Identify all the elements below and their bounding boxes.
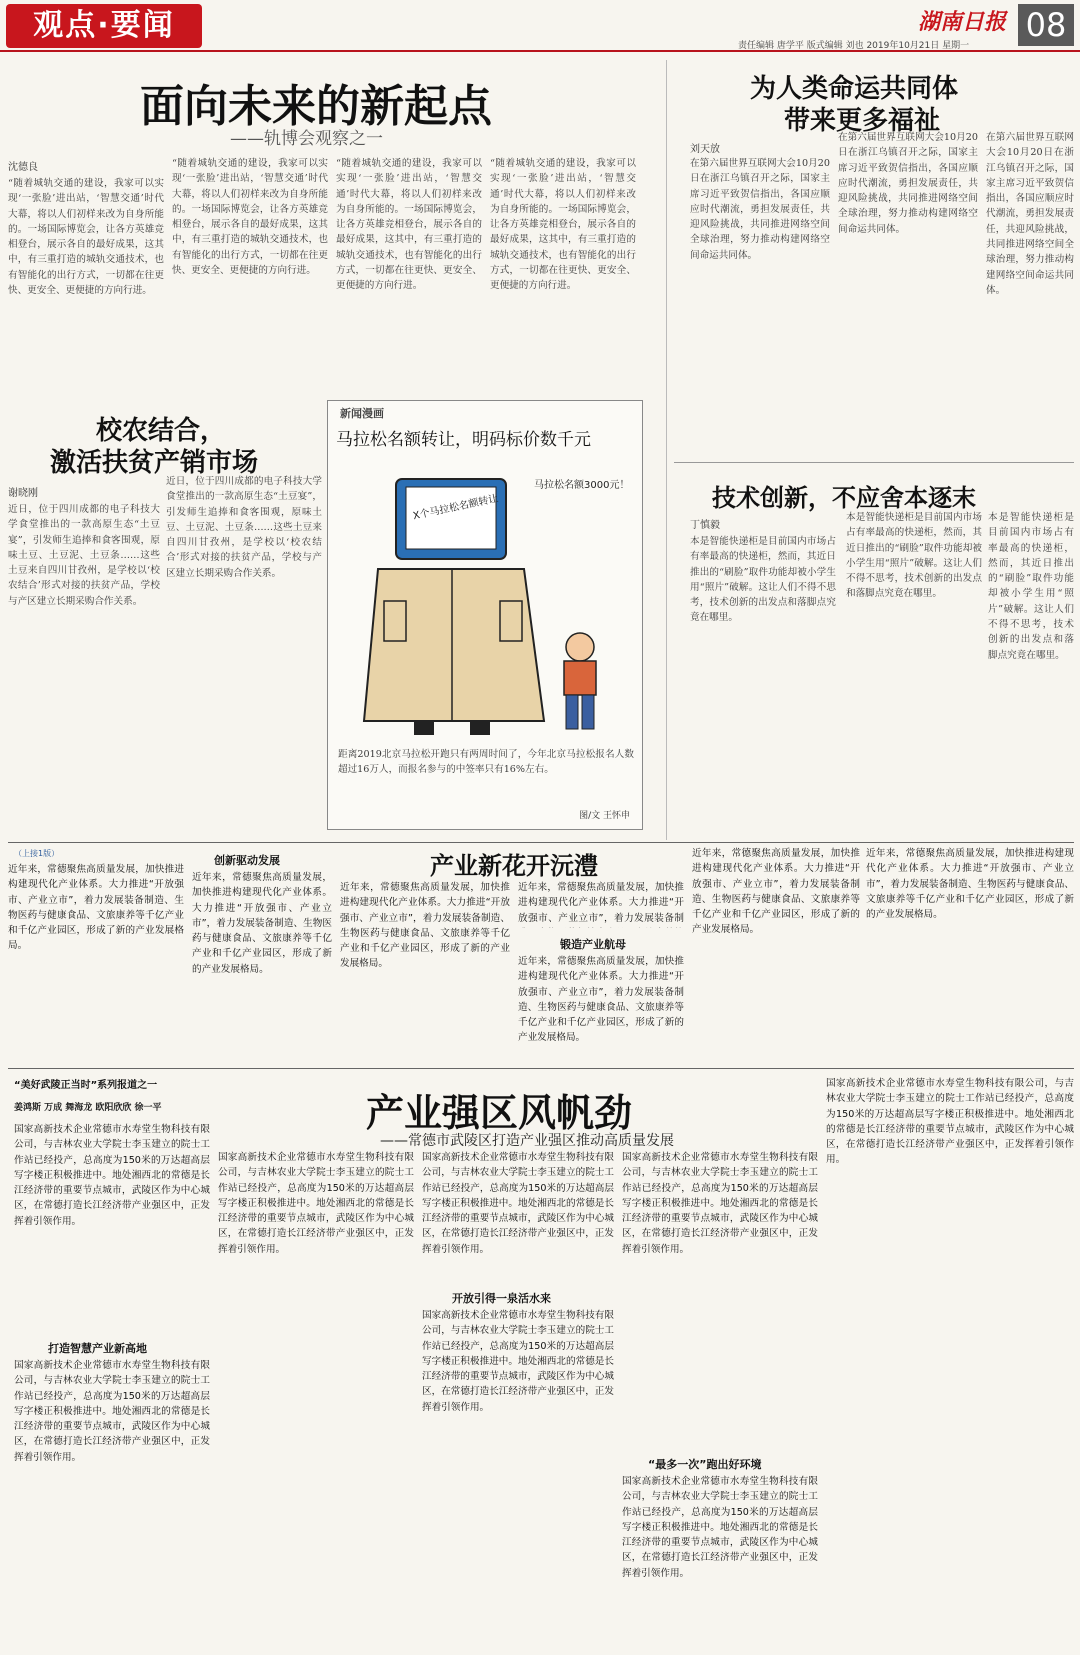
section-badge bbox=[6, 4, 202, 48]
tech-byline: 丁慎毅 bbox=[690, 520, 720, 531]
school-farm-headline-line2: 激活扶贫产销市场 bbox=[50, 448, 259, 478]
industry-column-6: 近年来，常德聚焦高质量发展，加快推进构建现代化产业体系。大力推进“开放强市、产业立市”，着力发展装备制造、生物医药与健康食品、文旅康养等千亿产业和千亿产业园区，形成了新的产业发展格局。 bbox=[692, 848, 860, 936]
community-headline-line1: 为人类命运共同体 bbox=[750, 74, 959, 104]
tech-column-1: 本是智能快递柜是目前国内市场占有率最高的快递柜，然而，其近日推出的“刷脸”取件功能却被小学生用“照片”破解。这让人们不得不思考，技术创新的出发点和落脚点究竟在哪里。 bbox=[690, 536, 836, 624]
wuling-column-1: 国家高新技术企业常德市水寿堂生物科技有限公司，与吉林农业大学院士李玉建立的院士工作站已经投产，总高度为150米的万达超高层写字楼正积极推进中。地处湘西北的常德是长江经济带的重要节点城市，武陵区作为中心城区，在常德打造长江经济带产业强区中，正发挥着引领作用。 bbox=[14, 1124, 210, 1227]
cartoon-caption: 距离2019北京马拉松开跑只有两周时间了，今年北京马拉松报名人数超过16万人，而报名参与的中签率只有16%左右。 bbox=[338, 749, 634, 776]
paper-logo: 湖南日报 bbox=[918, 9, 1007, 35]
wuling-subhead-3: “最多一次”跑出好环境 bbox=[648, 1458, 762, 1471]
section-divider bbox=[8, 842, 1074, 843]
wuling-column-2: 国家高新技术企业常德市水寿堂生物科技有限公司，与吉林农业大学院士李玉建立的院士工作站已经投产，总高度为150米的万达超高层写字楼正积极推进中。地处湘西北的常德是长江经济带的重要节点城市，武陵区作为中心城区，在常德打造长江经济带产业强区中，正发挥着引领作用。 bbox=[218, 1152, 414, 1255]
industry-subhead-1: 创新驱动发展 bbox=[214, 854, 280, 867]
school-farm-column-2: 近日，位于四川成都的电子科技大学食堂推出的一款高原生态“土豆宴”，引发师生追捧和食客围观，原味土豆、土豆泥、土豆条……这些土豆来自四川甘孜州，是学校以‘校农结合’形式对接的扶贫产品，学校与产区建立长期采购合作关系。 bbox=[166, 476, 322, 579]
industry-column-4: 近年来，常德聚焦高质量发展，加快推进构建现代化产业体系。大力推进“开放强市、产业立市”，着力发展装备制 bbox=[518, 882, 684, 924]
tech-column-2: 本是智能快递柜是目前国内市场占有率最高的快递柜，然而，其近日推出的“刷脸”取件功能却被小学生用“照片”破解。这让人们不得不思考，技术创新的出发点和落脚点究竟在哪里。 bbox=[846, 512, 982, 600]
wuling-column-4b: 国家高新技术企业常德市水寿堂生物科技有限公司，与吉林农业大学院士李玉建立的院士工作站已经投产，总高度为150米的万达超高层写字楼正积极推进中。地处湘西北的常德是长江经济带的重要节点城市，武陵区作为中心城区，在常德打造长江经济带产业强区中，正发挥着引领作用。 bbox=[622, 1476, 818, 1579]
school-farm-column-1: 近日，位于四川成都的电子科技大学食堂推出的一款高原生态“土豆宴”，引发师生追捧和食客围观，原味土豆、土豆泥、土豆条……这些土豆来自四川甘孜州，是学校以‘校农结合’形式对接的扶贫产品，学校与产区建立长期采购合作关系。 bbox=[8, 504, 160, 607]
community-column-1: 在第六届世界互联网大会10月20日在浙江乌镇召开之际，国家主席习近平致贺信指出，各国应顺应时代潮流，勇担发展责任，共迎风险挑战，共同推进网络空间全球治理，努力推动构建网络空间命运共同体。 bbox=[690, 158, 830, 261]
wuling-subtitle: ——常德市武陵区打造产业强区推动高质量发展 bbox=[380, 1133, 674, 1149]
tech-column-3: 本是智能快递柜是目前国内市场占有率最高的快递柜，然而，其近日推出的“刷脸”取件功能却被小学生用“照片”破解。这让人们不得不思考，技术创新的出发点和落脚点究竟在哪里。 bbox=[988, 512, 1074, 661]
column-divider bbox=[666, 60, 667, 840]
wuling-column-1b: 国家高新技术企业常德市水寿堂生物科技有限公司，与吉林农业大学院士李玉建立的院士工作站已经投产，总高度为150米的万达超高层写字楼正积极推进中。地处湘西北的常德是长江经济带的重要节点城市，武陵区作为中心城区，在常德打造长江经济带产业强区中，正发挥着引领作用。 bbox=[14, 1360, 210, 1463]
industry-column-2: 近年来，常德聚焦高质量发展，加快推进构建现代化产业体系。大力推进“开放强市、产业立市”，着力发展装备制造、生物医药与健康食品、文旅康养等千亿产业和千亿产业园区，形成了新的产业发展格局。 bbox=[192, 872, 332, 975]
section-title: 观点·要闻 bbox=[33, 8, 175, 43]
industry-column-5: 近年来，常德聚焦高质量发展，加快推进构建现代化产业体系。大力推进“开放强市、产业立市”，着力发展装备制造、生物医药与健康食品、文旅康养等千亿产业和千亿产业园区，形成了新的产业发展格局。 bbox=[518, 956, 684, 1044]
wuling-column-4: 国家高新技术企业常德市水寿堂生物科技有限公司，与吉林农业大学院士李玉建立的院士工作站已经投产，总高度为150米的万达超高层写字楼正积极推进中。地处湘西北的常德是长江经济带的重要节点城市，武陵区作为中心城区，在常德打造长江经济带产业强区中，正发挥着引领作用。 bbox=[622, 1152, 818, 1255]
wuling-column-3b: 国家高新技术企业常德市水寿堂生物科技有限公司，与吉林农业大学院士李玉建立的院士工作站已经投产，总高度为150米的万达超高层写字楼正积极推进中。地处湘西北的常德是长江经济带的重要节点城市，武陵区作为中心城区，在常德打造长江经济带产业强区中，正发挥着引领作用。 bbox=[422, 1310, 614, 1413]
reporters: 姜鸿斯 万成 舞海龙 欧阳欣欣 徐一平 bbox=[14, 1103, 162, 1113]
news-cartoon bbox=[327, 400, 643, 830]
industry-headline: 产业新花开沅澧 bbox=[430, 851, 598, 880]
rail-expo-byline: 沈德良 bbox=[8, 162, 38, 173]
industry-column-1: 近年来，常德聚焦高质量发展，加快推进构建现代化产业体系。大力推进“开放强市、产业立市”，着力发展装备制造、生物医药与健康食品、文旅康养等千亿产业和千亿产业园区，形成了新的产业发展格局。 bbox=[8, 864, 184, 952]
tech-headline: 技术创新，不应舍本逐末 bbox=[712, 483, 976, 512]
school-farm-byline: 谢晓刚 bbox=[8, 488, 38, 499]
section-divider bbox=[8, 1068, 1074, 1069]
community-byline: 刘天放 bbox=[690, 144, 720, 155]
rail-expo-column-1: “随着城轨交通的建设，我家可以实现‘一张脸’进出站，‘智慧交通’时代大幕，将以人们初样来改为自身所能的。一场国际博览会，让各方英雄竞相登台，展示各自的最好成果，这其中，有三重打造的城轨交通技术，也有智能化的出行方式，一切都在往更快、更安全、更便捷的方向行进。 bbox=[8, 178, 164, 297]
edit-info: 责任编辑 唐学平 版式编辑 刘也 2019年10月21日 星期一 bbox=[738, 41, 970, 51]
rail-expo-column-3: “随着城轨交通的建设，我家可以实现‘一张脸’进出站，‘智慧交通’时代大幕，将以人们初样来改为自身所能的。一场国际博览会，让各方英雄竞相登台，展示各自的最好成果，这其中，有三重打造的城轨交通技术，也有智能化的出行方式，一切都在往更快、更安全、更便捷的方向行进。 bbox=[336, 158, 482, 292]
wuling-subhead-2: 开放引得一泉活水来 bbox=[452, 1292, 551, 1305]
rail-expo-column-2: “随着城轨交通的建设，我家可以实现‘一张脸’进出站，‘智慧交通’时代大幕，将以人们初样来改为自身所能的。一场国际博览会，让各方英雄竞相登台，展示各自的最好成果，这其中，有三重打造的城轨交通技术，也有智能化的出行方式，一切都在往更快、更安全、更便捷的方向行进。 bbox=[172, 158, 328, 277]
community-column-2: 在第六届世界互联网大会10月20日在浙江乌镇召开之际，国家主席习近平致贺信指出，各国应顺应时代潮流，勇担发展责任，共迎风险挑战，共同推进网络空间全球治理，努力推动构建网络空间命运共同体。 bbox=[838, 132, 978, 235]
community-column-3: 在第六届世界互联网大会10月20日在浙江乌镇召开之际，国家主席习近平致贺信指出，各国应顺应时代潮流，勇担发展责任，共迎风险挑战，共同推进网络空间全球治理，努力推动构建网络空间命运共同体。 bbox=[986, 132, 1074, 296]
rail-expo-headline: 面向未来的新起点 bbox=[140, 81, 492, 132]
industry-subhead-2: 锻造产业航母 bbox=[560, 938, 626, 951]
wuling-column-3: 国家高新技术企业常德市水寿堂生物科技有限公司，与吉林农业大学院士李玉建立的院士工作站已经投产，总高度为150米的万达超高层写字楼正积极推进中。地处湘西北的常德是长江经济带的重要节点城市，武陵区作为中心城区，在常德打造长江经济带产业强区中，正发挥着引领作用。 bbox=[422, 1152, 614, 1255]
cartoon-speech: 马拉松名额3000元！ bbox=[534, 480, 630, 491]
rail-expo-column-4: “随着城轨交通的建设，我家可以实现‘一张脸’进出站，‘智慧交通’时代大幕，将以人们初样来改为自身所能的。一场国际博览会，让各方英雄竞相登台，展示各自的最好成果，这其中，有三重打造的城轨交通技术，也有智能化的出行方式，一切都在往更快、更安全、更便捷的方向行进。 bbox=[490, 158, 636, 292]
continued-flag: （上接1版） bbox=[14, 849, 60, 858]
industry-column-3: 近年来，常德聚焦高质量发展，加快推进构建现代化产业体系。大力推进“开放强市、产业立市”，着力发展装备制造、生物医药与健康食品、文旅康养等千亿产业和千亿产业园区，形成了新的产业发展格局。 bbox=[340, 882, 510, 970]
page-number: 08 bbox=[1018, 4, 1074, 46]
cartoon-tag: 新闻漫画 bbox=[340, 407, 384, 420]
rail-expo-subtitle: ——轨博会观察之一 bbox=[230, 129, 383, 149]
cartoon-credit: 图/文 王怀申 bbox=[579, 811, 630, 821]
cartoon-title: 马拉松名额转让，明码标价数千元 bbox=[336, 430, 591, 450]
school-farm-headline-line1: 校农结合， bbox=[96, 416, 227, 446]
wuling-subhead-1: 打造智慧产业新高地 bbox=[48, 1342, 147, 1355]
masthead bbox=[0, 0, 1080, 52]
series-label: “美好武陵正当时”系列报道之一 bbox=[14, 1080, 158, 1091]
wuling-column-5: 国家高新技术企业常德市水寿堂生物科技有限公司，与吉林农业大学院士李玉建立的院士工作站已经投产，总高度为150米的万达超高层写字楼正积极推进中。地处湘西北的常德是长江经济带的重要节点城市，武陵区作为中心城区，在常德打造长江经济带产业强区中，正发挥着引领作用。 bbox=[826, 1078, 1074, 1166]
section-divider bbox=[674, 462, 1074, 463]
community-headline-line2: 带来更多福祉 bbox=[784, 106, 941, 136]
industry-column-7: 近年来，常德聚焦高质量发展，加快推进构建现代化产业体系。大力推进“开放强市、产业立市”，着力发展装备制造、生物医药与健康食品、文旅康养等千亿产业和千亿产业园区，形成了新的产业发展格局。 bbox=[866, 848, 1074, 921]
cartoon-sign-text: X个马拉松名额转让 bbox=[412, 493, 500, 523]
wuling-headline: 产业强区风帆劲 bbox=[366, 1090, 633, 1135]
